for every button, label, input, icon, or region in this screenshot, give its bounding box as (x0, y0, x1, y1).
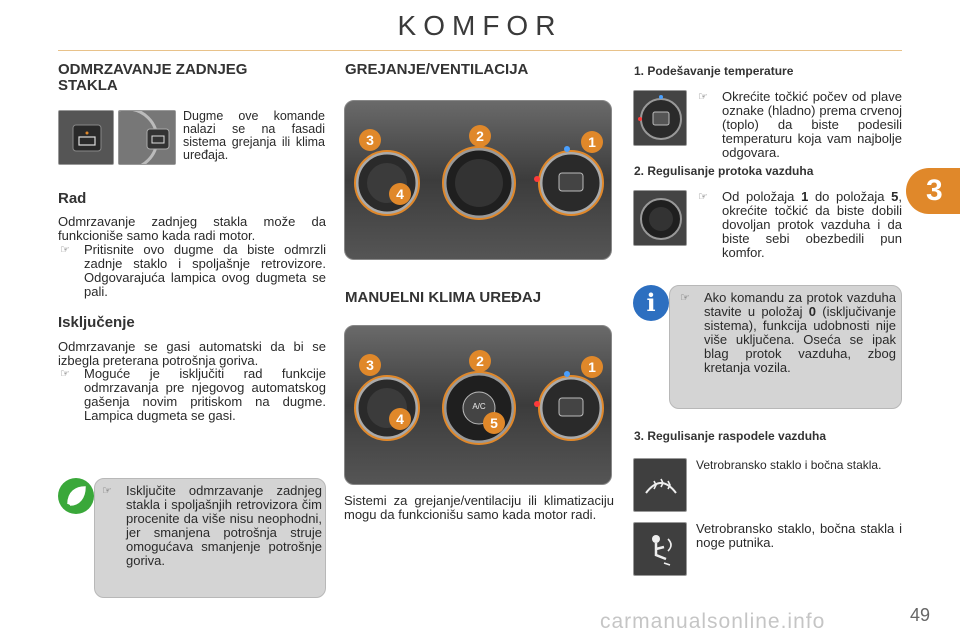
eco-note: ☞ Isključite odmrzavanje zadnjeg stakla i spoljašnjih retrovizora čim procenite da više nisu neophodni, jer smanjena potrošnja struje omogućava smanjenje potrošnje goriva. (102, 483, 322, 568)
middle-text: Sistemi za grejanje/ventilaciju ili klimatizaciju mogu da funkcionišu samo kada motor radi. (344, 493, 614, 522)
info-note: ☞ Ako komandu za protok vazduha stavite u položaj 0 (isključivanje sistema), funkcija udobnosti nije više uključena. Oseća se ipak blag protok vazduha, zbog kretanja vozila. (680, 290, 896, 375)
pointer-icon: ☞ (698, 91, 708, 103)
marker-2: 2 (469, 125, 491, 147)
temperature-bullet: ☞ Okrećite točkić počev od plave oznake (hladno) prema crvenoj (toplo) da biste podesili temperaturu koja vam najbolje odgovara. (698, 89, 902, 160)
airflow-knob-thumb (633, 190, 687, 246)
rad-bullet: ☞ Pritisnite ovo dugme da biste odmrzli zadnje staklo i spoljašnje retrovizore. Odgovarajuća lampica ovog dugmeta se pali. (60, 242, 326, 299)
title-rule (58, 50, 902, 51)
heating-panel-photo (344, 100, 612, 260)
distribution-item-1: Vetrobransko staklo i bočna stakla. (696, 458, 882, 472)
heading-rad: Rad (58, 190, 87, 207)
heading-airflow: 2. Regulisanje protoka vazduha (634, 164, 814, 178)
heading-heating: GREJANJE/VENTILACIJA (345, 61, 529, 78)
marker-2: 2 (469, 350, 491, 372)
watermark: carmanualsonline.info (600, 610, 826, 633)
ac-panel-photo (344, 325, 612, 485)
pointer-icon: ☞ (60, 368, 70, 380)
page-number: 49 (909, 605, 930, 625)
rad-text: Odmrzavanje zadnjeg stakla može da funkcioniše samo kada radi motor. (58, 214, 326, 243)
eco-leaf-icon (58, 478, 94, 514)
marker-3: 3 (359, 354, 381, 376)
feet-windscreen-icon-box (633, 522, 687, 576)
marker-1: 1 (581, 131, 603, 153)
ac-button-label: A/C (472, 402, 486, 411)
iskljucenje-text: Odmrzavanje se gasi automatski da bi se izbegla preterana potrošnja goriva. (58, 339, 326, 368)
marker-3: 3 (359, 129, 381, 151)
marker-5: 5 (483, 412, 505, 434)
pointer-icon: ☞ (698, 191, 708, 203)
page-title: KOMFOR (397, 10, 563, 41)
temperature-knob-thumb (633, 90, 687, 146)
marker-4: 4 (389, 183, 411, 205)
heading-iskljucenje: Isključenje (58, 314, 135, 331)
pointer-icon: ☞ (60, 244, 70, 256)
heading-temperature: 1. Podešavanje temperature (634, 64, 794, 78)
defrost-button-thumb (58, 110, 114, 165)
intro-text: Dugme ove komande nalazi se na fasadi sistema grejanja ili klima uređaja. (183, 109, 325, 162)
pointer-icon: ☞ (680, 292, 690, 304)
airflow-bullet: ☞ Od položaja 1 do položaja 5, okrećite točkić da biste dobili dovoljan protok vazduha i da biste sebi obezbedili pun komfor. (698, 189, 902, 260)
windscreen-defrost-icon (634, 459, 687, 512)
distribution-item-2: Vetrobransko staklo, bočna stakla i noge putnika. (696, 521, 902, 550)
info-icon: i (633, 285, 669, 321)
heading-manual-ac: MANUELNI KLIMA UREĐAJ (345, 289, 542, 306)
defrost-panel-thumb (118, 110, 176, 165)
heading-distribution: 3. Regulisanje raspodele vazduha (634, 429, 827, 443)
marker-1: 1 (581, 356, 603, 378)
iskljucenje-bullet: ☞ Moguće je isključiti rad funkcije odmrzavanja pre njegovog automatskog gašenja novim pritiskom na dugme. Lampica dugmeta se gasi. (60, 366, 326, 423)
heading-rear-defrost: ODMRZAVANJE ZADNJEG STAKLA (58, 61, 248, 94)
chapter-tab[interactable]: 3 (906, 168, 960, 214)
feet-windscreen-icon (634, 523, 687, 576)
marker-4: 4 (389, 408, 411, 430)
pointer-icon: ☞ (102, 485, 112, 497)
windscreen-defrost-icon-box (633, 458, 687, 512)
